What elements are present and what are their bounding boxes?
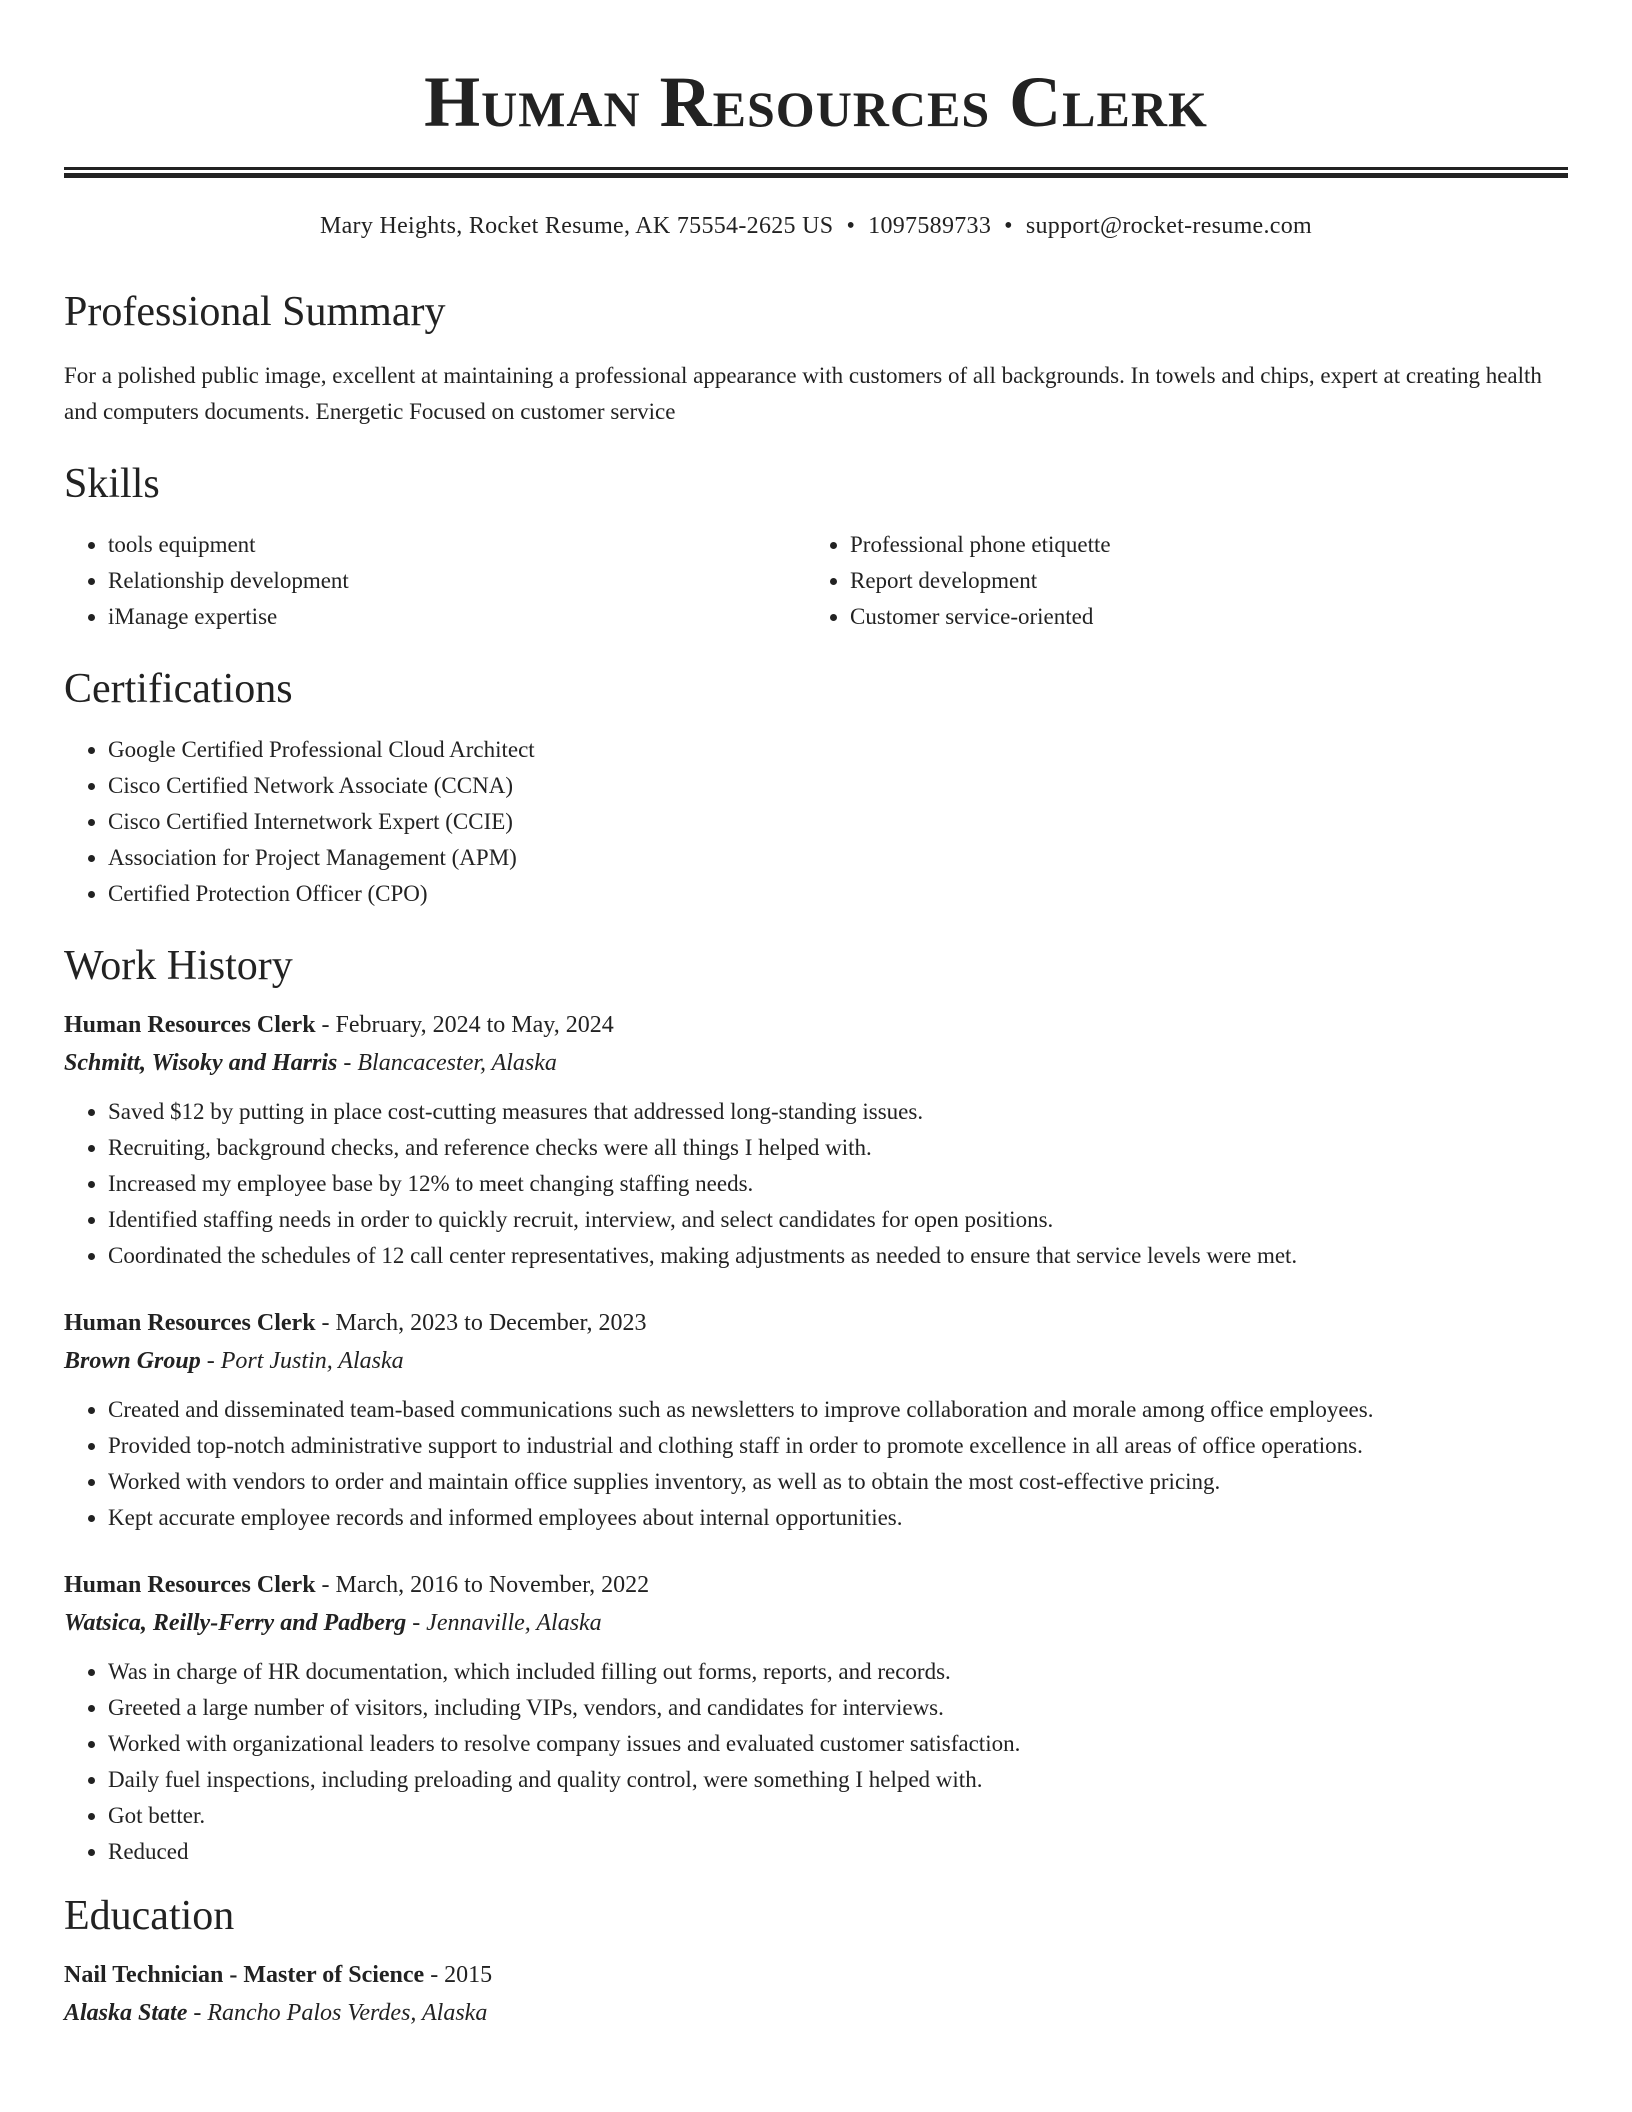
job-dates: - March, 2023 to December, 2023 xyxy=(315,1310,647,1336)
contact-phone: 1097589733 xyxy=(868,213,992,239)
contact-separator: • xyxy=(846,213,856,239)
job-role: Human Resources Clerk xyxy=(64,1012,316,1038)
contact-email: support@rocket-resume.com xyxy=(1025,213,1313,239)
contact-separator: • xyxy=(1004,213,1013,239)
skill-item: • Customer service-oriented xyxy=(850,599,1548,635)
job-duty-item: • Got better. xyxy=(108,1798,1568,1834)
job-duty-item: • Greeted a large number of visitors, including VIPs, vendors, and candidates for interviews. xyxy=(108,1690,1568,1726)
section-title-certifications: Certifications xyxy=(64,666,293,712)
job-location: - Port Justin, Alaska xyxy=(200,1348,404,1374)
skill-item: • iManage expertise xyxy=(108,599,806,635)
job-role: Human Resources Clerk xyxy=(64,1572,316,1598)
job-dates: - March, 2016 to November, 2022 xyxy=(315,1572,650,1598)
job-duty-item: • Reduced xyxy=(108,1834,1568,1870)
education-school: Alaska State xyxy=(64,2000,188,2026)
job-duty-item: • Kept accurate employee records and informed employees about internal opportunities. xyxy=(108,1500,1568,1536)
section-title-work-history: Work History xyxy=(64,943,293,989)
certification-item: • Google Certified Professional Cloud Architect xyxy=(108,732,1568,768)
skills-grid xyxy=(64,527,1568,635)
job-duties-list xyxy=(64,1094,1568,1274)
certification-item: • Association for Project Management (APM) xyxy=(108,840,1568,876)
job-duty-item: • Was in charge of HR documentation, which included filling out forms, reports, and records. xyxy=(108,1654,1568,1690)
job-duty-item: • Saved $12 by putting in place cost-cutting measures that addressed long-standing issues. xyxy=(108,1094,1568,1130)
job-company: Schmitt, Wisoky and Harris xyxy=(64,1050,338,1076)
section-title-summary: Professional Summary xyxy=(64,289,446,335)
job-duty-item: • Created and disseminated team-based communications such as newsletters to improve collaboration and morale among office employees. xyxy=(108,1392,1568,1428)
skill-item: • tools equipment xyxy=(108,527,806,563)
job-duty-item: • Provided top-notch administrative support to industrial and clothing staff in order to promote excellence in all areas of office operations. xyxy=(108,1428,1568,1464)
skill-item: • Relationship development xyxy=(108,563,806,599)
section-title-skills: Skills xyxy=(64,461,160,507)
job-entry xyxy=(64,1566,1568,1870)
job-employer-line xyxy=(64,1044,1568,1082)
summary-text: For a polished public image, excellent at maintaining a professional appearance with customers of all backgrounds. In towels and chips, expert at creating health and computers documents. Energetic Focused on customer service xyxy=(64,363,1542,424)
job-duties-list xyxy=(64,1392,1568,1536)
job-location: - Blancacester, Alaska xyxy=(337,1050,557,1076)
certifications-list xyxy=(64,732,1568,912)
job-company: Brown Group xyxy=(64,1348,201,1374)
job-heading xyxy=(64,1006,1568,1044)
job-duty-item: • Recruiting, background checks, and reference checks were all things I helped with. xyxy=(108,1130,1568,1166)
job-company: Watsica, Reilly-Ferry and Padberg xyxy=(64,1610,407,1636)
skills-list-right xyxy=(806,527,1548,635)
certification-item: • Certified Protection Officer (CPO) xyxy=(108,876,1568,912)
job-entry xyxy=(64,1304,1568,1536)
job-entry xyxy=(64,1006,1568,1274)
job-duty-item: • Identified staffing needs in order to quickly recruit, interview, and select candidates for open positions. xyxy=(108,1202,1568,1238)
contact-line xyxy=(64,210,1568,242)
education-school-line xyxy=(64,1994,1568,2032)
education-location: - Rancho Palos Verdes, Alaska xyxy=(187,2000,488,2026)
certification-item: • Cisco Certified Network Associate (CCNA) xyxy=(108,768,1568,804)
education-heading xyxy=(64,1956,1568,1994)
title-double-rule xyxy=(64,167,1568,178)
job-heading xyxy=(64,1304,1568,1342)
job-duty-item: • Worked with organizational leaders to resolve company issues and evaluated customer satisfaction. xyxy=(108,1726,1568,1762)
job-duty-item: • Worked with vendors to order and maintain office supplies inventory, as well as to obtain the most cost-effective pricing. xyxy=(108,1464,1568,1500)
job-dates: - February, 2024 to May, 2024 xyxy=(315,1012,614,1038)
job-employer-line xyxy=(64,1342,1568,1380)
skill-item: • Report development xyxy=(850,563,1548,599)
skills-list-left xyxy=(64,527,806,635)
job-duty-item: • Daily fuel inspections, including preloading and quality control, were something I helped with. xyxy=(108,1762,1568,1798)
job-duties-list xyxy=(64,1654,1568,1870)
contact-address: Mary Heights, Rocket Resume, AK 75554-2625 US xyxy=(319,213,834,239)
skills-column-left xyxy=(64,527,806,635)
job-employer-line xyxy=(64,1604,1568,1642)
certification-item: • Cisco Certified Internetwork Expert (CCIE) xyxy=(108,804,1568,840)
skill-item: • Professional phone etiquette xyxy=(850,527,1548,563)
education-year: - 2015 xyxy=(424,1962,493,1988)
resume-title: Human Resources Clerk xyxy=(424,62,1208,142)
job-duty-item: • Coordinated the schedules of 12 call center representatives, making adjustments as needed to ensure that service levels were met. xyxy=(108,1238,1568,1274)
section-title-education: Education xyxy=(64,1893,235,1939)
job-role: Human Resources Clerk xyxy=(64,1310,316,1336)
job-location: - Jennaville, Alaska xyxy=(406,1610,602,1636)
education-degree: Nail Technician - Master of Science xyxy=(64,1962,425,1988)
job-duty-item: • Increased my employee base by 12% to meet changing staffing needs. xyxy=(108,1166,1568,1202)
skills-column-right xyxy=(806,527,1548,635)
job-heading xyxy=(64,1566,1568,1604)
